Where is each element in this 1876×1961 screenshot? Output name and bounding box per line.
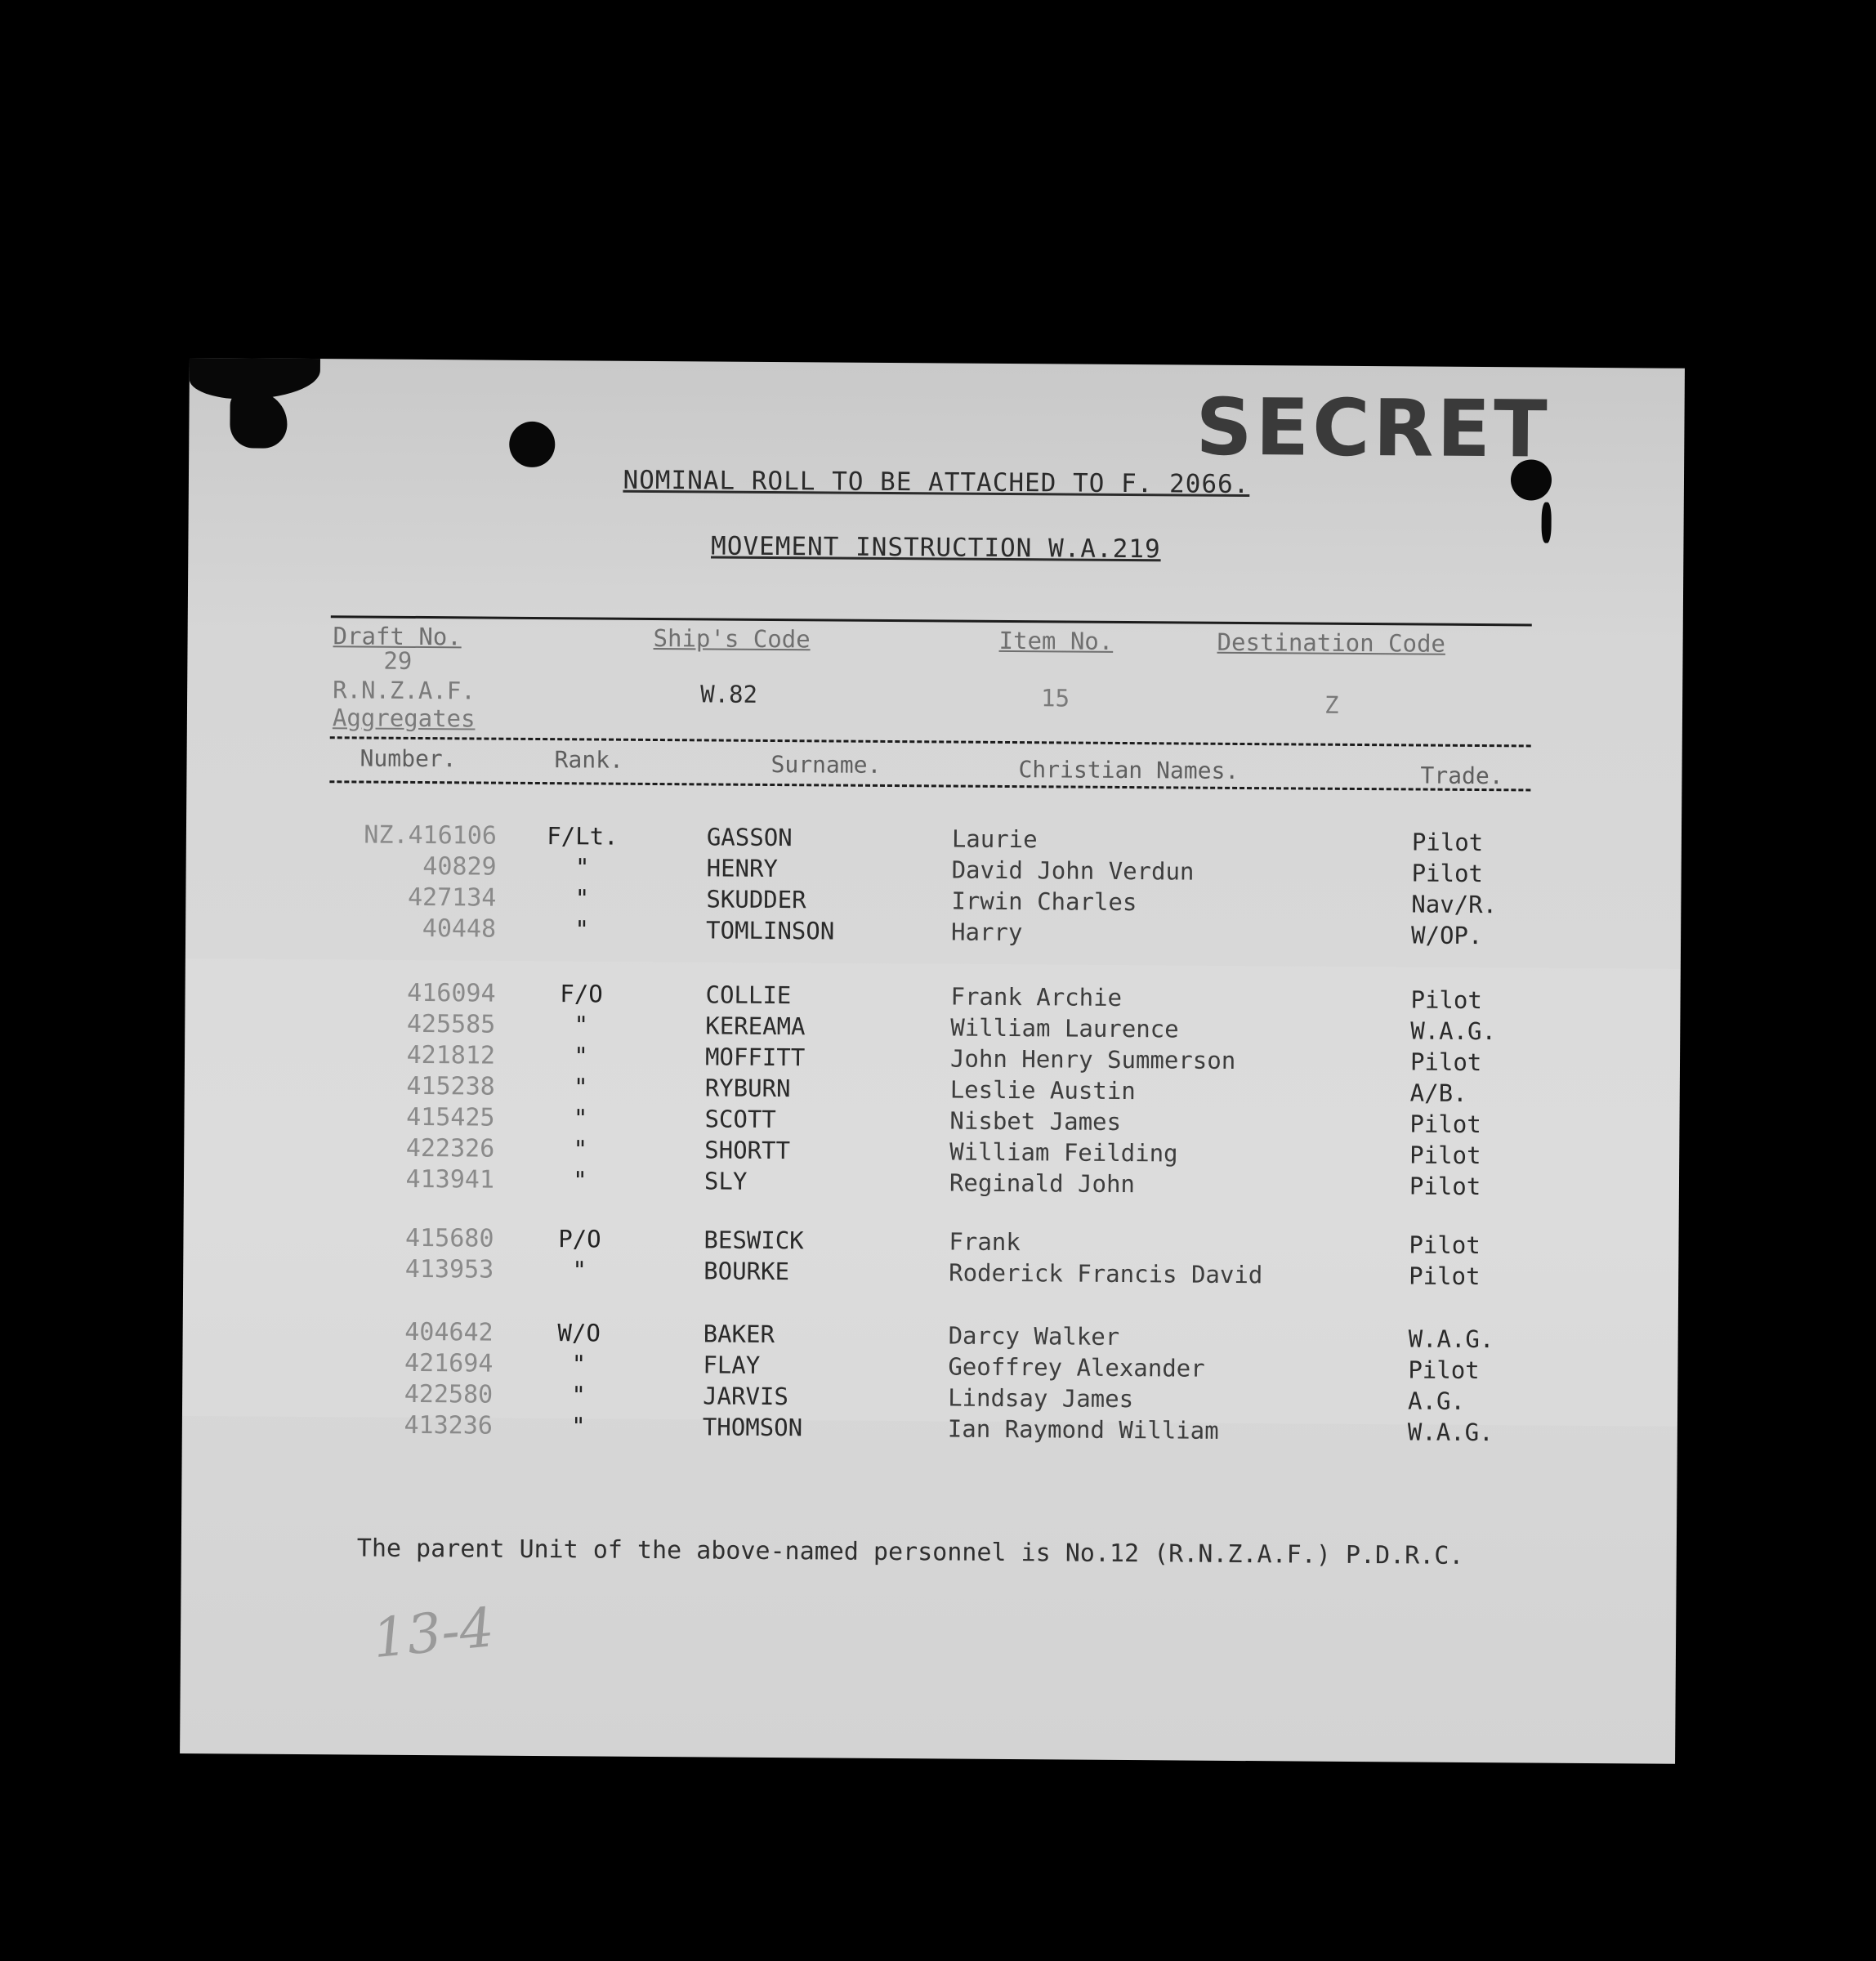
trade: W.A.G. [1408, 1324, 1494, 1354]
draft-number: 29 [383, 646, 413, 675]
rank: " [574, 915, 589, 944]
trade: Pilot [1411, 859, 1484, 888]
trade: Pilot [1408, 1356, 1480, 1385]
christian-names: Reginald John [949, 1168, 1136, 1199]
christian-names: Darcy Walker [948, 1321, 1120, 1351]
service-number: 413941 [405, 1164, 495, 1195]
header-draft-no: Draft No. [333, 622, 462, 651]
col-header-surname: Surname. [770, 750, 882, 779]
rank: " [574, 1011, 589, 1039]
rank: " [574, 853, 590, 882]
christian-names: Leslie Austin [949, 1075, 1136, 1106]
rank: " [572, 1256, 587, 1284]
service-number: 427134 [407, 882, 497, 913]
service-number: 415680 [404, 1223, 494, 1253]
christian-names: Roderick Francis David [949, 1258, 1263, 1289]
service-number: 40448 [422, 914, 497, 944]
christian-names: John Henry Summerson [949, 1044, 1236, 1074]
christian-names: William Feilding [949, 1137, 1178, 1168]
surname: TOMLINSON [706, 916, 835, 945]
rank: " [574, 884, 590, 913]
trade: W/OP. [1410, 921, 1483, 950]
rank: " [571, 1350, 587, 1378]
trade: Pilot [1409, 1110, 1481, 1139]
unit-name: R.N.Z.A.F. [333, 676, 476, 705]
column-header-bottom-rule [329, 780, 1530, 791]
surname: THOMSON [702, 1413, 803, 1442]
ink-blot [230, 391, 287, 448]
document-page [180, 358, 1685, 1764]
header-top-rule [331, 615, 1532, 626]
document-title: NOMINAL ROLL TO BE ATTACHED TO F. 2066. [623, 465, 1250, 500]
surname: HENRY [706, 854, 779, 883]
trade: A.G. [1408, 1387, 1466, 1415]
column-header-top-rule [330, 736, 1531, 747]
service-number: 425585 [406, 1009, 496, 1039]
surname: JARVIS [703, 1382, 789, 1411]
rank: " [574, 1042, 588, 1070]
trade: W.A.G. [1410, 1016, 1497, 1046]
surname: SKUDDER [706, 885, 806, 914]
service-number: 416094 [407, 978, 496, 1008]
christian-names: Irwin Charles [951, 887, 1137, 917]
service-number: 415425 [406, 1102, 495, 1132]
christian-names: Nisbet James [949, 1106, 1122, 1136]
header-item-no: Item No. [998, 626, 1114, 655]
item-no-value: 15 [1041, 684, 1070, 712]
rank: " [573, 1135, 588, 1164]
surname: KEREAMA [705, 1012, 806, 1041]
service-number: NZ.416106 [364, 820, 498, 851]
trade: Pilot [1410, 985, 1482, 1015]
col-header-rank: Rank. [554, 746, 623, 774]
christian-names: William Laurence [950, 1013, 1179, 1043]
surname: RYBURN [704, 1074, 791, 1103]
col-header-number: Number. [360, 744, 457, 773]
service-number: 421694 [404, 1348, 494, 1378]
service-number: 413236 [404, 1410, 494, 1441]
trade: A/B. [1409, 1079, 1467, 1107]
service-number: 413953 [404, 1254, 494, 1284]
service-number: 415238 [406, 1071, 495, 1101]
rank: " [573, 1166, 587, 1195]
rank: F/O [560, 980, 603, 1008]
trade: Pilot [1409, 1141, 1481, 1170]
rank: W/O [557, 1319, 601, 1347]
surname: FLAY [703, 1351, 761, 1379]
trade: Pilot [1409, 1048, 1482, 1077]
header-ships-code: Ship's Code [653, 623, 811, 654]
handwritten-note: 13-4 [369, 1596, 497, 1671]
ships-code-value: W.82 [700, 680, 758, 708]
service-number: 422326 [405, 1133, 495, 1164]
col-header-trade: Trade. [1420, 762, 1503, 790]
surname: SHORTT [704, 1136, 791, 1165]
christian-names: David John Verdun [951, 855, 1195, 886]
surname: BAKER [703, 1320, 775, 1349]
rank: " [573, 1073, 588, 1101]
rank: " [571, 1381, 587, 1409]
trade: Nav/R. [1411, 890, 1498, 919]
christian-names: Lindsay James [948, 1383, 1134, 1414]
surname: BESWICK [704, 1226, 804, 1255]
christian-names: Ian Raymond William [947, 1414, 1219, 1445]
document-subtitle: MOVEMENT INSTRUCTION W.A.219 [710, 531, 1161, 565]
rank: F/Lt. [547, 822, 619, 851]
surname: SLY [704, 1167, 748, 1195]
service-number: 404642 [404, 1317, 494, 1347]
rank: P/O [558, 1225, 601, 1253]
trade: Pilot [1409, 1172, 1481, 1201]
service-number: 421812 [406, 1040, 496, 1070]
parent-unit-note: The parent Unit of the above-named personnel is No.12 (R.N.Z.A.F.) P.D.R.C. [356, 1534, 1464, 1570]
surname: MOFFITT [704, 1043, 806, 1072]
trade: Pilot [1409, 1262, 1481, 1291]
trade: W.A.G. [1407, 1418, 1494, 1447]
draft-category: Aggregates [332, 704, 476, 733]
destination-code-value: Z [1324, 690, 1339, 719]
punch-hole [509, 422, 555, 467]
christian-names: Geoffrey Alexander [948, 1352, 1205, 1383]
christian-names: Frank [949, 1227, 1021, 1257]
trade: Pilot [1409, 1231, 1481, 1260]
trade: Pilot [1411, 828, 1484, 857]
rank: " [573, 1104, 588, 1132]
secret-stamp: SECRET [1195, 381, 1551, 476]
surname: COLLIE [705, 981, 792, 1010]
rank: " [571, 1412, 586, 1441]
christian-names: Harry [950, 918, 1023, 947]
surname: SCOTT [704, 1105, 776, 1134]
header-destination-code: Destination Code [1217, 628, 1446, 658]
surname: GASSON [706, 823, 793, 852]
col-header-christian-names: Christian Names. [1018, 756, 1240, 784]
surname: BOURKE [704, 1257, 790, 1286]
christian-names: Laurie [951, 824, 1038, 854]
christian-names: Frank Archie [950, 982, 1123, 1012]
service-number: 40829 [422, 852, 497, 882]
service-number: 422580 [404, 1379, 494, 1409]
